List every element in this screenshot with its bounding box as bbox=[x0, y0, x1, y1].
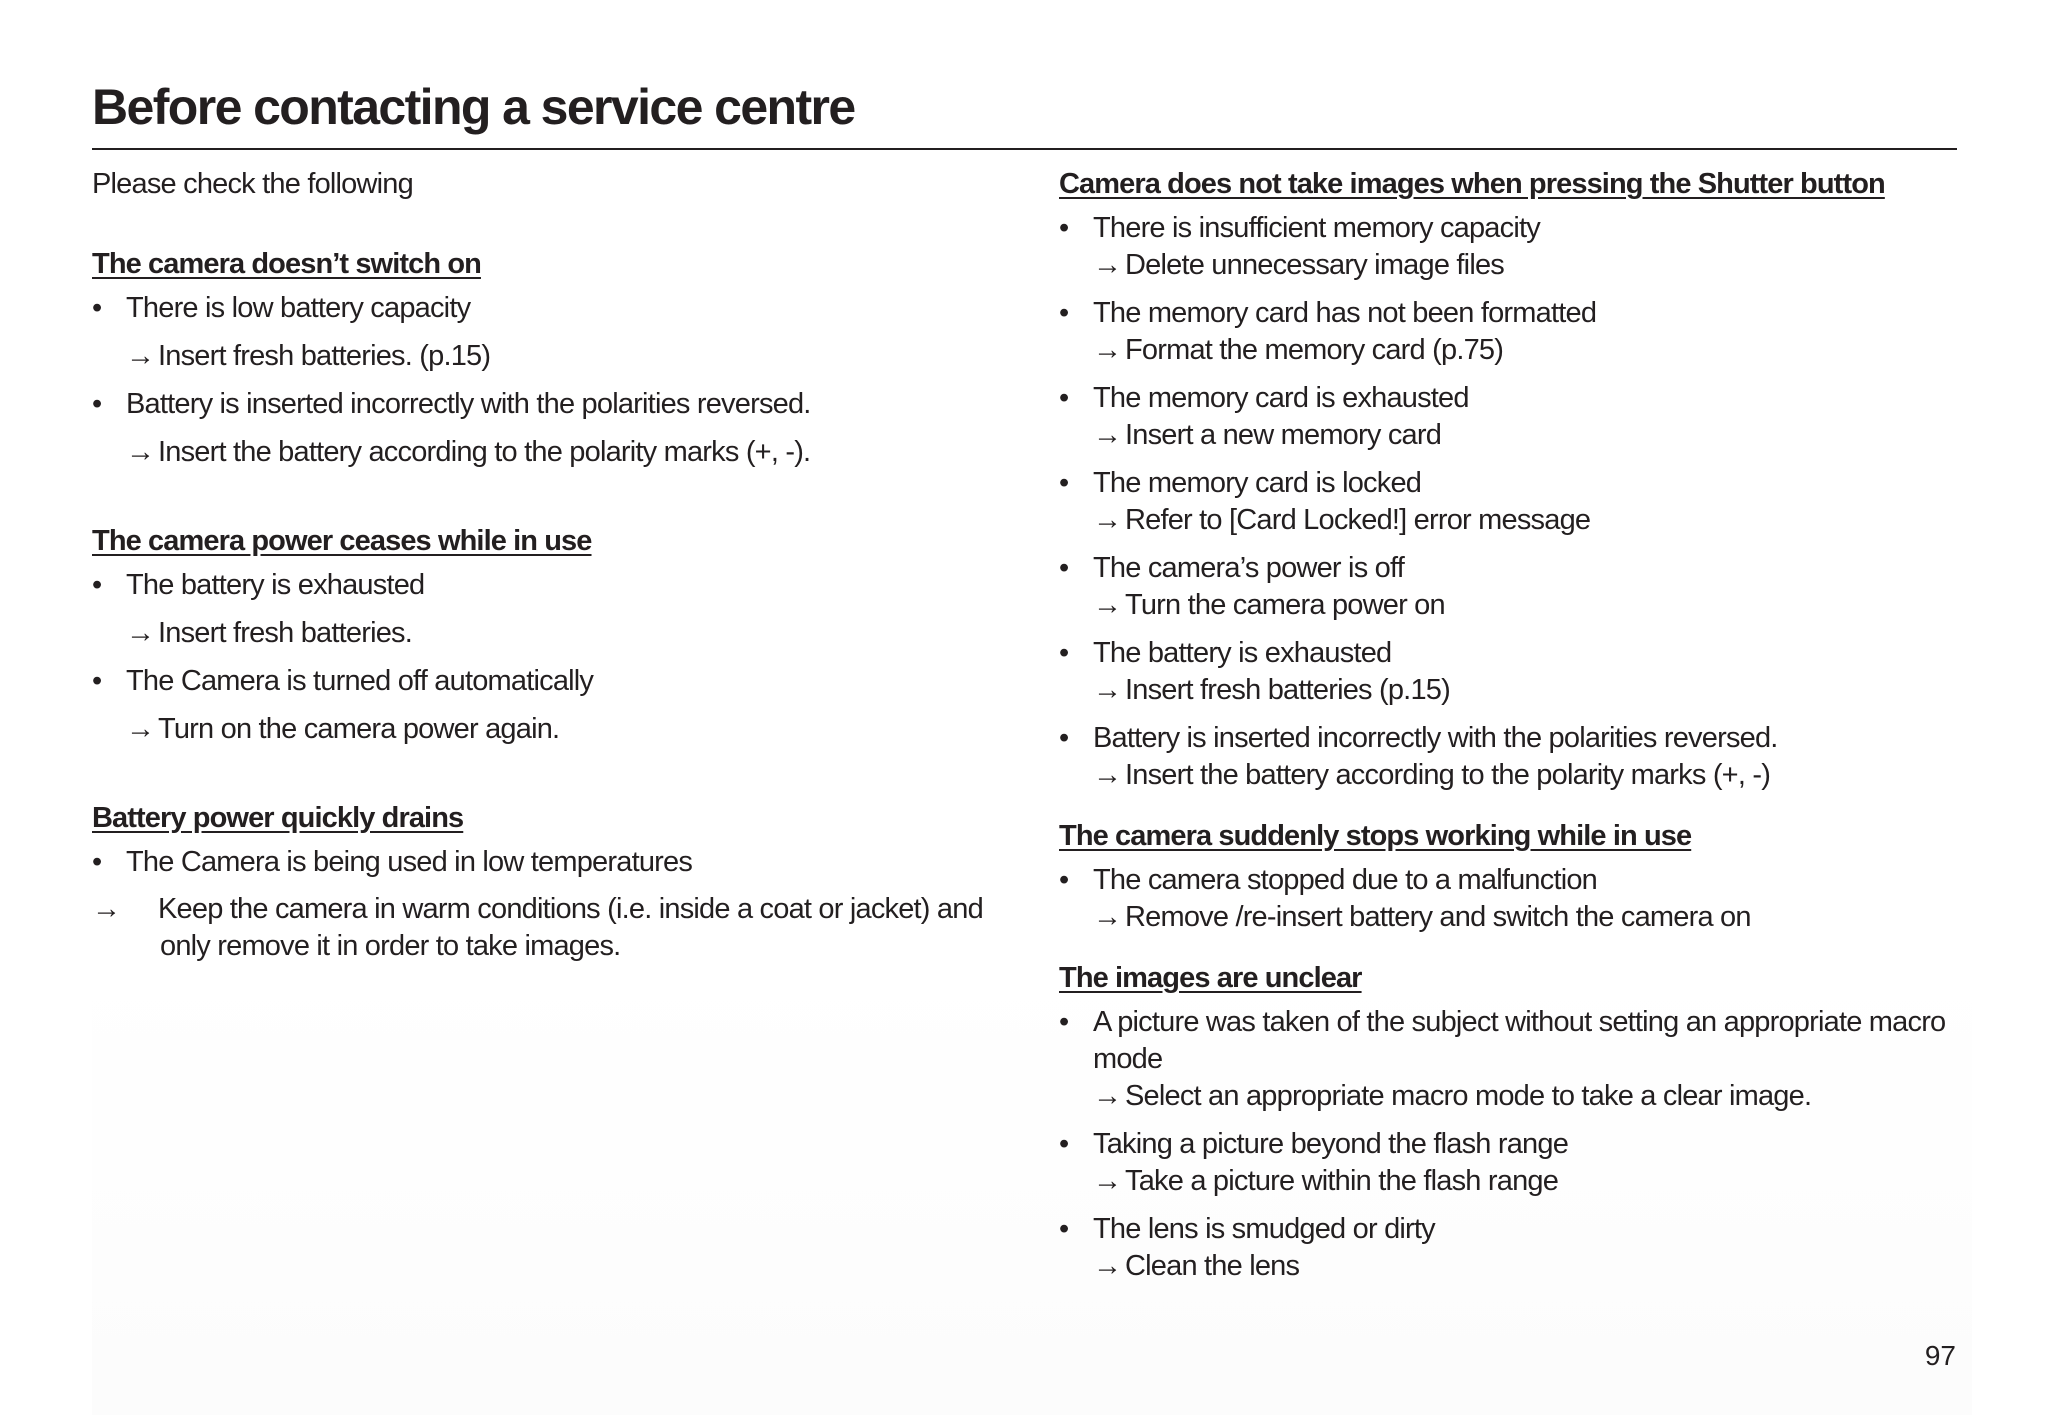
troubleshoot-item bbox=[92, 380, 992, 476]
cause-text: The battery is exhausted bbox=[126, 569, 425, 601]
arrow-right-icon: → bbox=[1093, 1250, 1122, 1282]
cause-text: Battery is inserted incorrectly with the polarities reversed. bbox=[126, 388, 811, 420]
bullet-icon: • bbox=[1059, 382, 1069, 414]
troubleshoot-item bbox=[1059, 1211, 1959, 1285]
section-heading: The camera suddenly stops working while in use bbox=[1059, 820, 1692, 852]
bullet-icon: • bbox=[1059, 864, 1069, 896]
cause-text: The camera’s power is off bbox=[1093, 552, 1404, 584]
cause-text: The memory card has not been formatted bbox=[1093, 297, 1597, 329]
remedy-line bbox=[1059, 502, 1959, 539]
troubleshoot-item bbox=[92, 657, 992, 753]
remedy-text: Clean the lens bbox=[1125, 1250, 1300, 1282]
cause-line bbox=[1059, 465, 1959, 502]
cause-line bbox=[1059, 380, 1959, 417]
cause-line bbox=[92, 657, 992, 705]
cause-text: The memory card is exhausted bbox=[1093, 382, 1469, 414]
cause-line bbox=[1059, 1126, 1959, 1163]
bullet-icon: • bbox=[92, 388, 102, 420]
cause-line bbox=[1059, 1211, 1959, 1248]
remedy-text: Insert a new memory card bbox=[1125, 419, 1442, 451]
intro-text: Please check the following bbox=[92, 168, 413, 200]
troubleshoot-item bbox=[1059, 210, 1959, 284]
cause-text: The Camera is being used in low temperatures bbox=[126, 846, 693, 878]
bullet-icon: • bbox=[1059, 1006, 1069, 1038]
remedy-line bbox=[1059, 247, 1959, 284]
troubleshoot-item bbox=[1059, 465, 1959, 539]
remedy-line bbox=[92, 609, 992, 657]
cause-text: There is insufficient memory capacity bbox=[1093, 212, 1540, 244]
arrow-right-icon: → bbox=[1093, 759, 1122, 791]
section-heading: The images are unclear bbox=[1059, 962, 1362, 994]
cause-line bbox=[92, 284, 992, 332]
bullet-icon: • bbox=[92, 292, 102, 324]
arrow-right-icon: → bbox=[126, 713, 155, 745]
remedy-text: Delete unnecessary image files bbox=[1125, 249, 1504, 281]
troubleshoot-item bbox=[92, 284, 992, 380]
remedy-text: Insert the battery according to the polarity marks (+, -). bbox=[158, 436, 811, 468]
cause-line bbox=[92, 561, 992, 609]
section-heading: Camera does not take images when pressing the Shutter button bbox=[1059, 168, 1885, 200]
remedy-line bbox=[1059, 587, 1959, 624]
remedy-line bbox=[92, 705, 992, 753]
page-title: Before contacting a service centre bbox=[92, 79, 855, 135]
cause-line bbox=[92, 838, 992, 886]
remedy-text: Insert fresh batteries. bbox=[158, 617, 412, 649]
cause-line bbox=[1059, 295, 1959, 332]
remedy-text: Insert the battery according to the polarity marks (+, -) bbox=[1125, 759, 1771, 791]
remedy-line bbox=[92, 428, 992, 476]
remedy-text: Keep the camera in warm conditions (i.e. inside a coat or jacket) and only remove it in order to take images. bbox=[158, 893, 983, 962]
section-heading: The camera doesn’t switch on bbox=[92, 248, 481, 280]
remedy-text: Turn the camera power on bbox=[1125, 589, 1445, 621]
arrow-right-icon: → bbox=[1093, 901, 1122, 933]
troubleshoot-item bbox=[92, 561, 992, 657]
left-column bbox=[92, 164, 992, 1010]
troubleshoot-item bbox=[1059, 720, 1959, 794]
troubleshoot-section bbox=[1059, 164, 1959, 794]
cause-line bbox=[1059, 1004, 1959, 1078]
cause-line bbox=[1059, 862, 1959, 899]
arrow-right-icon: → bbox=[126, 436, 155, 468]
bullet-icon: • bbox=[1059, 1213, 1069, 1245]
troubleshoot-item bbox=[1059, 862, 1959, 936]
remedy-line bbox=[92, 891, 992, 965]
bullet-icon: • bbox=[1059, 212, 1069, 244]
bullet-icon: • bbox=[92, 665, 102, 697]
troubleshoot-item bbox=[1059, 380, 1959, 454]
troubleshoot-item bbox=[1059, 1126, 1959, 1200]
troubleshoot-section bbox=[92, 798, 992, 965]
section-heading: The camera power ceases while in use bbox=[92, 525, 592, 557]
section-heading: Battery power quickly drains bbox=[92, 802, 464, 834]
remedy-text: Refer to [Card Locked!] error message bbox=[1125, 504, 1591, 536]
arrow-right-icon: → bbox=[92, 893, 121, 925]
cause-text: Battery is inserted incorrectly with the polarities reversed. bbox=[1093, 722, 1778, 754]
troubleshoot-item bbox=[92, 838, 992, 965]
remedy-text: Format the memory card (p.75) bbox=[1125, 334, 1504, 366]
cause-text: The battery is exhausted bbox=[1093, 637, 1392, 669]
arrow-right-icon: → bbox=[1093, 1080, 1122, 1112]
bullet-icon: • bbox=[1059, 552, 1069, 584]
remedy-line bbox=[1059, 417, 1959, 454]
arrow-right-icon: → bbox=[1093, 674, 1122, 706]
troubleshoot-item bbox=[1059, 295, 1959, 369]
bullet-icon: • bbox=[1059, 722, 1069, 754]
arrow-right-icon: → bbox=[1093, 419, 1122, 451]
remedy-line bbox=[1059, 1163, 1959, 1200]
cause-text: A picture was taken of the subject without setting an appropriate macro mode bbox=[1093, 1006, 1946, 1075]
remedy-text: Turn on the camera power again. bbox=[158, 713, 560, 745]
arrow-right-icon: → bbox=[126, 617, 155, 649]
remedy-line bbox=[92, 332, 992, 380]
bullet-icon: • bbox=[92, 569, 102, 601]
arrow-right-icon: → bbox=[1093, 504, 1122, 536]
bullet-icon: • bbox=[1059, 467, 1069, 499]
cause-text: The camera stopped due to a malfunction bbox=[1093, 864, 1598, 896]
arrow-right-icon: → bbox=[1093, 1165, 1122, 1197]
cause-line bbox=[92, 380, 992, 428]
remedy-line bbox=[1059, 899, 1959, 936]
remedy-line bbox=[1059, 1248, 1959, 1285]
arrow-right-icon: → bbox=[126, 340, 155, 372]
remedy-text: Take a picture within the flash range bbox=[1125, 1165, 1559, 1197]
troubleshoot-section bbox=[92, 521, 992, 753]
bullet-icon: • bbox=[1059, 297, 1069, 329]
cause-line bbox=[1059, 635, 1959, 672]
bullet-icon: • bbox=[92, 846, 102, 878]
arrow-right-icon: → bbox=[1093, 249, 1122, 281]
right-sections bbox=[1059, 164, 1959, 1285]
cause-text: The memory card is locked bbox=[1093, 467, 1422, 499]
cause-line bbox=[1059, 550, 1959, 587]
bullet-icon: • bbox=[1059, 637, 1069, 669]
troubleshoot-section bbox=[1059, 958, 1959, 1285]
troubleshoot-item bbox=[1059, 635, 1959, 709]
cause-line bbox=[1059, 720, 1959, 757]
cause-line bbox=[1059, 210, 1959, 247]
remedy-line bbox=[1059, 757, 1959, 794]
remedy-line bbox=[1059, 672, 1959, 709]
remedy-text: Insert fresh batteries (p.15) bbox=[1125, 674, 1450, 706]
troubleshoot-section bbox=[92, 244, 992, 476]
remedy-text: Select an appropriate macro mode to take a clear image. bbox=[1125, 1080, 1812, 1112]
right-column bbox=[1059, 164, 1959, 1307]
left-sections bbox=[92, 244, 992, 965]
cause-text: There is low battery capacity bbox=[126, 292, 471, 324]
remedy-line bbox=[1059, 332, 1959, 369]
cause-text: The Camera is turned off automatically bbox=[126, 665, 594, 697]
arrow-right-icon: → bbox=[1093, 589, 1122, 621]
troubleshoot-item bbox=[1059, 550, 1959, 624]
arrow-right-icon: → bbox=[1093, 334, 1122, 366]
troubleshoot-section bbox=[1059, 816, 1959, 936]
bullet-icon: • bbox=[1059, 1128, 1069, 1160]
troubleshoot-item bbox=[1059, 1004, 1959, 1115]
remedy-text: Remove /re-insert battery and switch the camera on bbox=[1125, 901, 1751, 933]
remedy-text: Insert fresh batteries. (p.15) bbox=[158, 340, 491, 372]
title-rule bbox=[92, 148, 1957, 150]
page-number: 97 bbox=[1924, 1340, 1956, 1371]
cause-text: Taking a picture beyond the flash range bbox=[1093, 1128, 1569, 1160]
cause-text: The lens is smudged or dirty bbox=[1093, 1213, 1435, 1245]
remedy-line bbox=[1059, 1078, 1959, 1115]
